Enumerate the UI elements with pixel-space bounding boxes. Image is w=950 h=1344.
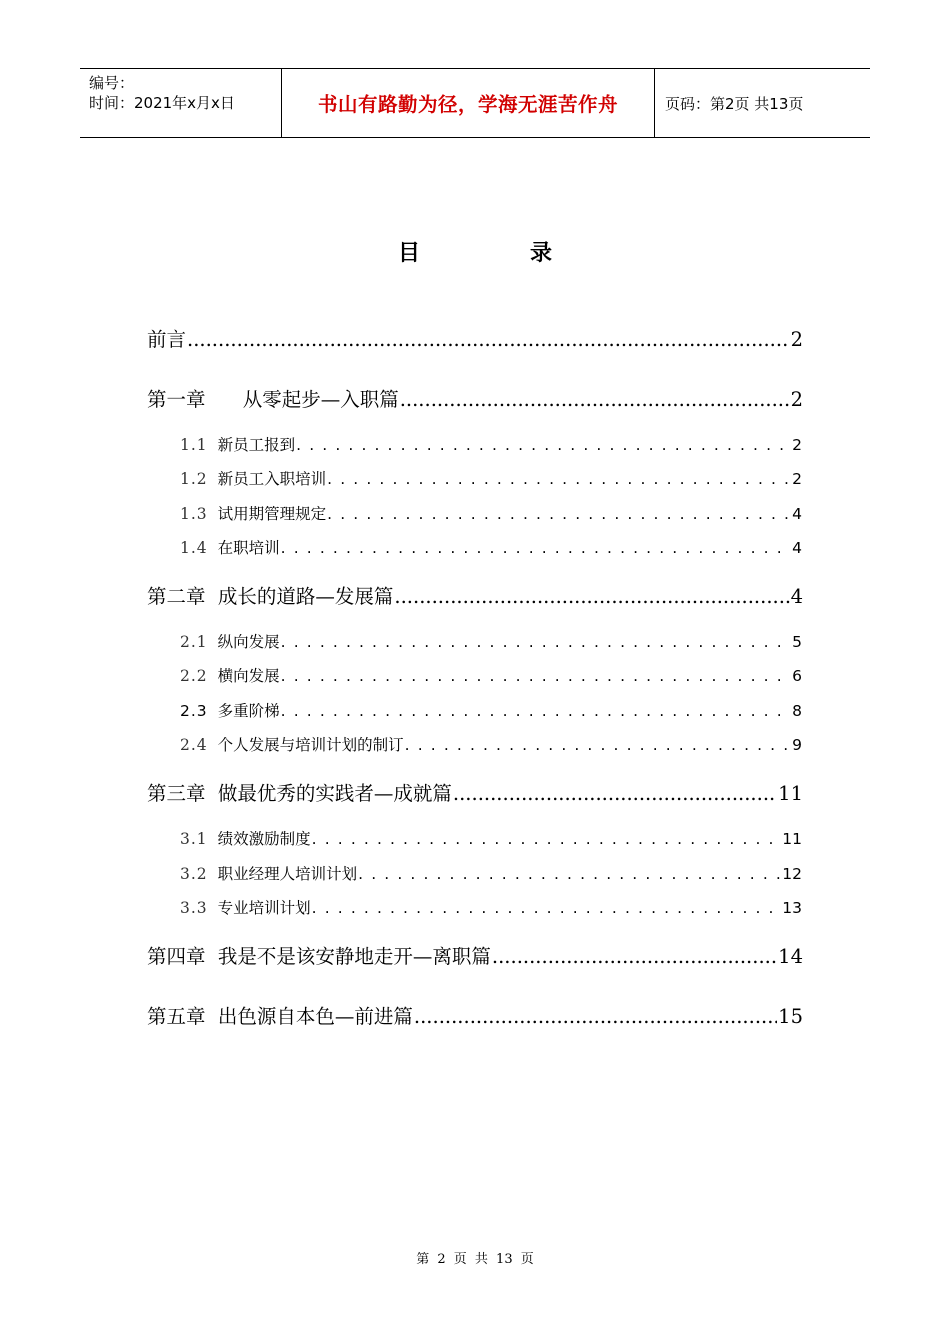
- toc-leader-dots: [405, 736, 791, 754]
- toc-leader-dots: [312, 899, 782, 917]
- toc-section-number: 1.3: [180, 505, 208, 523]
- toc-leader-dots: [394, 585, 789, 608]
- toc-label: 第二章 成长的道路—发展篇: [147, 585, 394, 608]
- title-char-2: 录: [530, 240, 553, 266]
- toc-label: 多重阶梯: [217, 702, 280, 720]
- toc-entry-2-2[interactable]: [180, 664, 802, 686]
- toc-entry-1-3[interactable]: [180, 502, 802, 524]
- toc-page-number: 11: [782, 830, 802, 848]
- toc-leader-dots: [358, 865, 781, 883]
- title-char-1: 目: [397, 240, 420, 266]
- toc-page-number: 9: [792, 736, 802, 754]
- toc-leader-dots: [453, 782, 777, 805]
- toc-entry-chapter-1[interactable]: [147, 384, 803, 412]
- header-page-info: 页码：第2页 共13页: [665, 94, 804, 113]
- toc-entry-2-1[interactable]: [180, 630, 802, 652]
- toc-leader-dots: [281, 667, 791, 685]
- toc-entry-3-2[interactable]: [180, 862, 802, 884]
- toc-entry-2-3[interactable]: [180, 699, 802, 721]
- toc-section-number: 3.3: [180, 899, 208, 917]
- toc-section-number: 2.2: [180, 667, 208, 685]
- toc-page-number: 8: [792, 702, 802, 720]
- toc-label: 试用期管理规定: [217, 505, 327, 523]
- toc-entry-1-2[interactable]: [180, 467, 802, 489]
- toc-label: 前言: [147, 328, 187, 351]
- toc-leader-dots: [492, 945, 777, 968]
- toc-page-number: 4: [792, 505, 802, 523]
- toc-page-number: 12: [782, 865, 802, 883]
- toc-label: 个人发展与培训计划的制订: [217, 736, 404, 754]
- toc-label: 职业经理人培训计划: [217, 865, 358, 883]
- toc-label: 第三章 做最优秀的实践者—成就篇: [147, 782, 452, 805]
- toc-section-number: 2.4: [180, 736, 208, 754]
- toc-section-number: 2.3: [180, 702, 208, 720]
- toc-entry-chapter-4[interactable]: [147, 941, 803, 969]
- toc-page-number: 5: [792, 633, 802, 651]
- toc-entry-2-4[interactable]: [180, 733, 802, 755]
- toc-page-number: 6: [792, 667, 802, 685]
- toc-page-number: 15: [778, 1005, 803, 1028]
- header-motto: 书山有路勤为径，学海无涯苦作舟: [282, 69, 655, 137]
- toc-section-number: 3.1: [180, 830, 208, 848]
- toc-leader-dots: [312, 830, 782, 848]
- toc-label: 第五章 出色源自本色—前进篇: [147, 1005, 413, 1028]
- toc-page-number: 4: [792, 539, 802, 557]
- toc-leader-dots: [296, 436, 791, 454]
- toc-label: 专业培训计划: [217, 899, 311, 917]
- toc-section-number: 3.2: [180, 865, 208, 883]
- toc-page-number: 2: [790, 388, 803, 411]
- toc-leader-dots: [414, 1005, 777, 1028]
- toc-leader-dots: [327, 505, 791, 523]
- toc-entry-chapter-3[interactable]: [147, 778, 803, 806]
- toc-entry-chapter-2[interactable]: [147, 581, 803, 609]
- toc-section-number: 2.1: [180, 633, 208, 651]
- toc-entry-chapter-5[interactable]: [147, 1001, 803, 1029]
- toc-leader-dots: [327, 470, 791, 488]
- toc-label: 第四章 我是不是该安静地走开—离职篇: [147, 945, 491, 968]
- toc-page-number: 14: [778, 945, 803, 968]
- toc-leader-dots: [281, 633, 791, 651]
- toc-section-number: 1.4: [180, 539, 208, 557]
- toc-page-number: 2: [790, 328, 803, 351]
- toc-leader-dots: [281, 539, 791, 557]
- toc-entry-3-1[interactable]: [180, 827, 802, 849]
- toc-page-number: 2: [792, 436, 802, 454]
- toc-page-number: 11: [778, 782, 803, 805]
- toc-leader-dots: [281, 702, 791, 720]
- toc-page-number: 4: [790, 585, 803, 608]
- toc-label: 新员工报到: [217, 436, 296, 454]
- toc-section-number: 1.2: [180, 470, 208, 488]
- toc-entry-1-1[interactable]: [180, 433, 802, 455]
- page-footer: 第 2 页 共 13 页: [416, 1252, 534, 1267]
- toc-leader-dots: [400, 388, 790, 411]
- toc-label: 横向发展: [217, 667, 280, 685]
- time-label: 时间：2021年x月x日: [89, 94, 235, 112]
- toc-entry-3-3[interactable]: [180, 896, 802, 918]
- toc-label: 在职培训: [217, 539, 280, 557]
- toc-label: 第一章 从零起步—入职篇: [147, 388, 399, 411]
- toc-page-number: 13: [782, 899, 802, 917]
- toc-entry-preface[interactable]: [147, 324, 803, 352]
- toc-entry-1-4[interactable]: [180, 536, 802, 558]
- toc-label: 纵向发展: [217, 633, 280, 651]
- toc-label: 新员工入职培训: [217, 470, 327, 488]
- toc-leader-dots: [187, 328, 790, 351]
- toc-section-number: 1.1: [180, 436, 208, 454]
- toc-label: 绩效激励制度: [217, 830, 311, 848]
- number-label: 编号：: [89, 74, 135, 92]
- toc-page-number: 2: [792, 470, 802, 488]
